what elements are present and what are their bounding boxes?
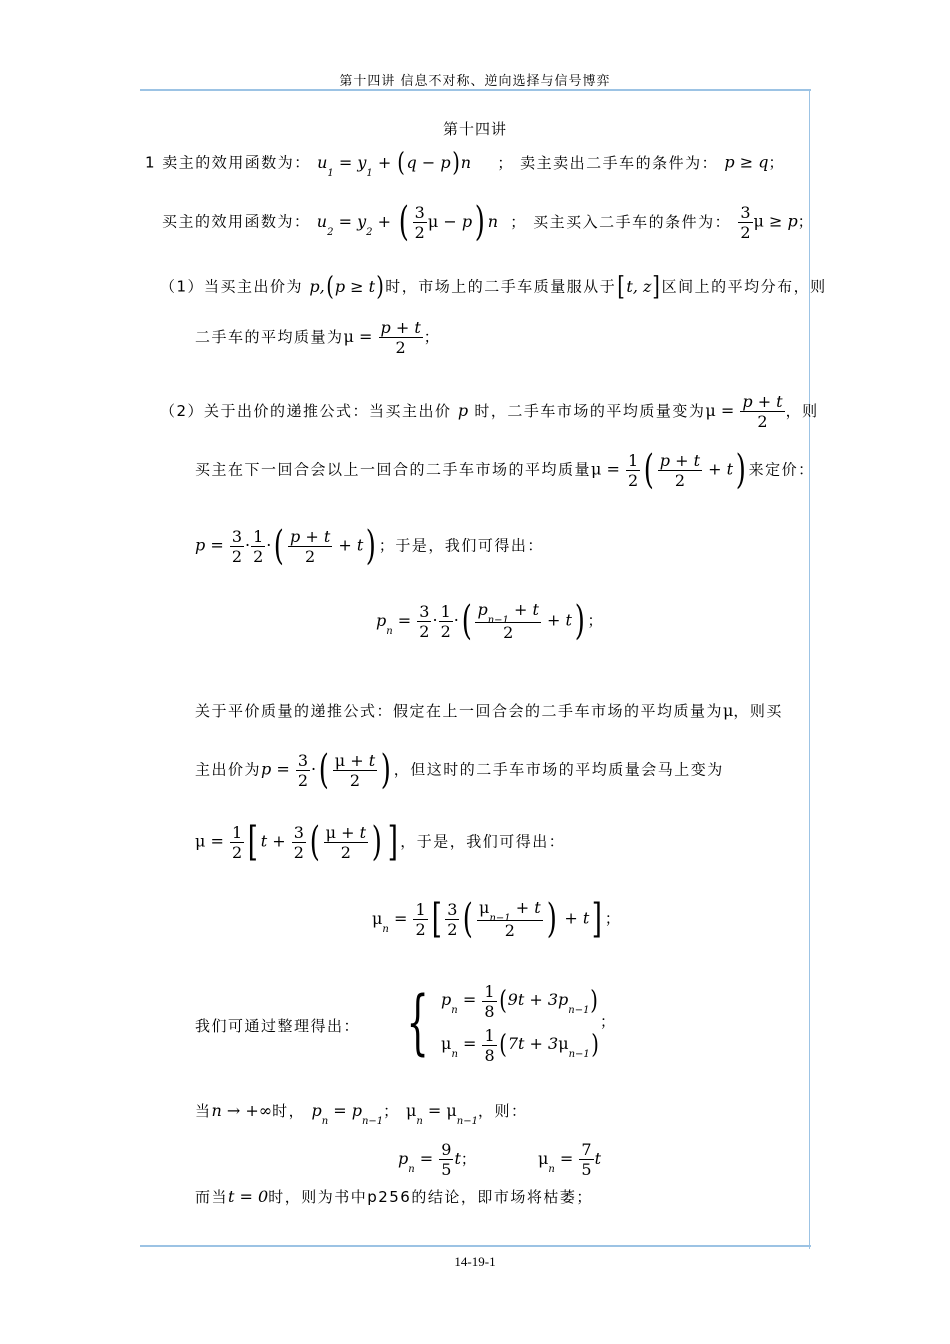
limit-text-d: ，则： <box>477 1102 528 1120</box>
quality-text-a: 关于平价质量的递推公式：假定在上一回合会的二手车市场的平均质量为 <box>195 702 724 720</box>
side-rule <box>809 89 810 1249</box>
seller-utility-label: 1 卖主的效用函数为： <box>145 153 311 172</box>
header-rule <box>140 89 811 91</box>
running-header: 第十四讲 信息不对称、逆向选择与信号博弈 <box>339 74 611 89</box>
buyer-utility-formula: $u_2 = y_2$ + ( $\frac{3}{2}$ μ − p) n <box>316 199 499 245</box>
seller-utility-formula: $u_1 = y_1 + (q - p)n$ <box>317 148 472 179</box>
limit-text-b: 时， <box>272 1102 306 1120</box>
conclusion-text-b: 时，则为书中p256的结论，即市场将枯萎； <box>268 1188 593 1206</box>
part1-text-c: 区间上的平均分布，则 <box>661 277 827 296</box>
mu-frac: $\frac{p + t}{2}$ <box>742 392 783 431</box>
quality-line1: 关于平价质量的递推公式：假定在上一回合会的二手车市场的平均质量为μ，则买 <box>195 701 783 720</box>
quality-recursion-n-line: $\mu_n$ = $\frac{1}{2}$ [ $\frac{3}{2}$ ( $\frac{\mu_{n-1} + t}{2}$ ) + t] ； <box>372 896 622 942</box>
quality-line2: 主出价为p = $\frac{3}{2}$ ·( $\frac{\mu + t}{2}$ ) ，但这时的二手车市场的平均质量会马上变为 <box>195 747 724 793</box>
seller-condition-label: ； 卖主卖出二手车的条件为： <box>497 153 719 172</box>
part2-text-b: 时，二手车市场的平均质量变为 <box>474 402 706 420</box>
price-formula: p,(p ≥ t) <box>309 272 384 302</box>
pt-frac: $\frac{p + t}{2}$ <box>659 450 701 490</box>
semicolon: ； <box>423 328 441 346</box>
semicolon: ； <box>797 212 815 231</box>
quality-text-c: 主出价为 <box>195 760 262 779</box>
conclusion-line: 而当t = 0时，则为书中p256的结论，即市场将枯萎； <box>195 1187 593 1206</box>
interval-formula: [t, z] <box>617 272 661 302</box>
buyer-utility-label: 买主的效用函数为： <box>162 212 311 231</box>
semicolon: ； <box>604 909 622 928</box>
part2-text-f: ；于是，我们可得出： <box>378 536 544 555</box>
part1-line1 <box>160 274 827 300</box>
limit-text-a: 当 <box>195 1102 212 1120</box>
semicolon: ； <box>599 1012 617 1031</box>
price-recursion-n-formula: $p_n$ = <box>376 610 417 637</box>
part2-text-d: 买主在下一回合会以上一回合的二手车市场的平均质量 <box>195 460 592 479</box>
price-symbol: p <box>457 401 469 420</box>
buyer-condition-label: ； 买主买入二手车的条件为： <box>510 212 732 231</box>
semicolon: ； <box>587 611 605 630</box>
avg-quality-formula: μ = <box>343 327 378 346</box>
part2-text-c: ，则 <box>785 402 819 420</box>
semicolon: ； <box>768 153 785 172</box>
lecture-title: 第十四讲 <box>442 120 507 138</box>
mu-symbol: μ = <box>705 401 740 420</box>
quality-text-d: ，但这时的二手车市场的平均质量会马上变为 <box>393 760 724 779</box>
quality-text-e: ，于是，我们可得出： <box>400 832 566 851</box>
part1-line2 <box>195 318 440 357</box>
footer-rule <box>140 1245 811 1247</box>
mu-symbol: μ = <box>591 459 625 479</box>
part1-text-d: 二手车的平均质量为 <box>195 328 344 346</box>
seller-condition-formula: p ≥ q <box>724 152 769 172</box>
part1-text-b: 时，市场上的二手车质量服从于 <box>385 277 617 296</box>
half-frac: $\frac{1}{2}$ <box>628 450 639 490</box>
part2-line1 <box>160 392 819 431</box>
avg-quality-frac: $\frac{p + t}{2}$ <box>380 318 421 357</box>
part2-text-e: 来定价： <box>748 460 815 479</box>
buyer-condition-frac: $\frac{3}{2}$ <box>740 202 751 242</box>
part2-text-a: （2）关于出价的递推公式：当买主出价 <box>160 402 452 420</box>
price-recursion-line: p = $\frac{3}{2}$ · $\frac{1}{2}$ ·( $\frac{p + t}{2}$ + t) ；于是，我们可得出： <box>195 523 544 569</box>
buyer-condition-formula: μ ≥ p <box>753 211 798 231</box>
buyer-utility-line <box>162 199 815 245</box>
seller-utility-line <box>145 148 785 179</box>
page-number: 14-19-1 <box>454 1254 496 1269</box>
quality-text-b: ，则买 <box>733 702 783 720</box>
semicolon: ； <box>460 1150 478 1168</box>
arrange-label: 我们可通过整理得出： <box>195 1017 361 1035</box>
limit-line: 当n → +∞时， $p_n = p_{n-1}$； $\mu_n = \mu_{n-1}$，则： <box>195 1101 528 1127</box>
limit-text-c: ； <box>383 1102 400 1120</box>
price-recursion-formula: p = <box>195 535 229 555</box>
conclusion-text-a: 而当 <box>195 1188 229 1206</box>
recursion-system: { $p_n$ = $\frac{1}{8}$ $(9t + 3p_{n-1})$ $\mu_n$ = $\frac{1}{8}$ $(7t + 3\mu_{n-1})$ ； <box>406 981 617 1065</box>
price-recursion-n-line: $p_n$ = $\frac{3}{2}$ · $\frac{1}{2}$ ·( $\frac{p_{n-1} + t}{2}$ + t) ； <box>376 598 605 644</box>
part2-line2: 买主在下一回合会以上一回合的二手车市场的平均质量μ = $\frac{1}{2}$ ( $\frac{p + t}{2}$ + t) 来定价： <box>195 447 815 493</box>
part1-text-a: （1）当买主出价为 <box>160 277 304 296</box>
limit-result-line: $p_n$ = $\frac{9}{5}$ t； $\mu_n$ = $\frac{7}{5}$ t <box>398 1140 602 1179</box>
quality-line3: μ = $\frac{1}{2}$ [ t + $\frac{3}{2}$ ( $\frac{\mu + t}{2}$ ) ] ，于是，我们可得出： <box>195 819 566 865</box>
